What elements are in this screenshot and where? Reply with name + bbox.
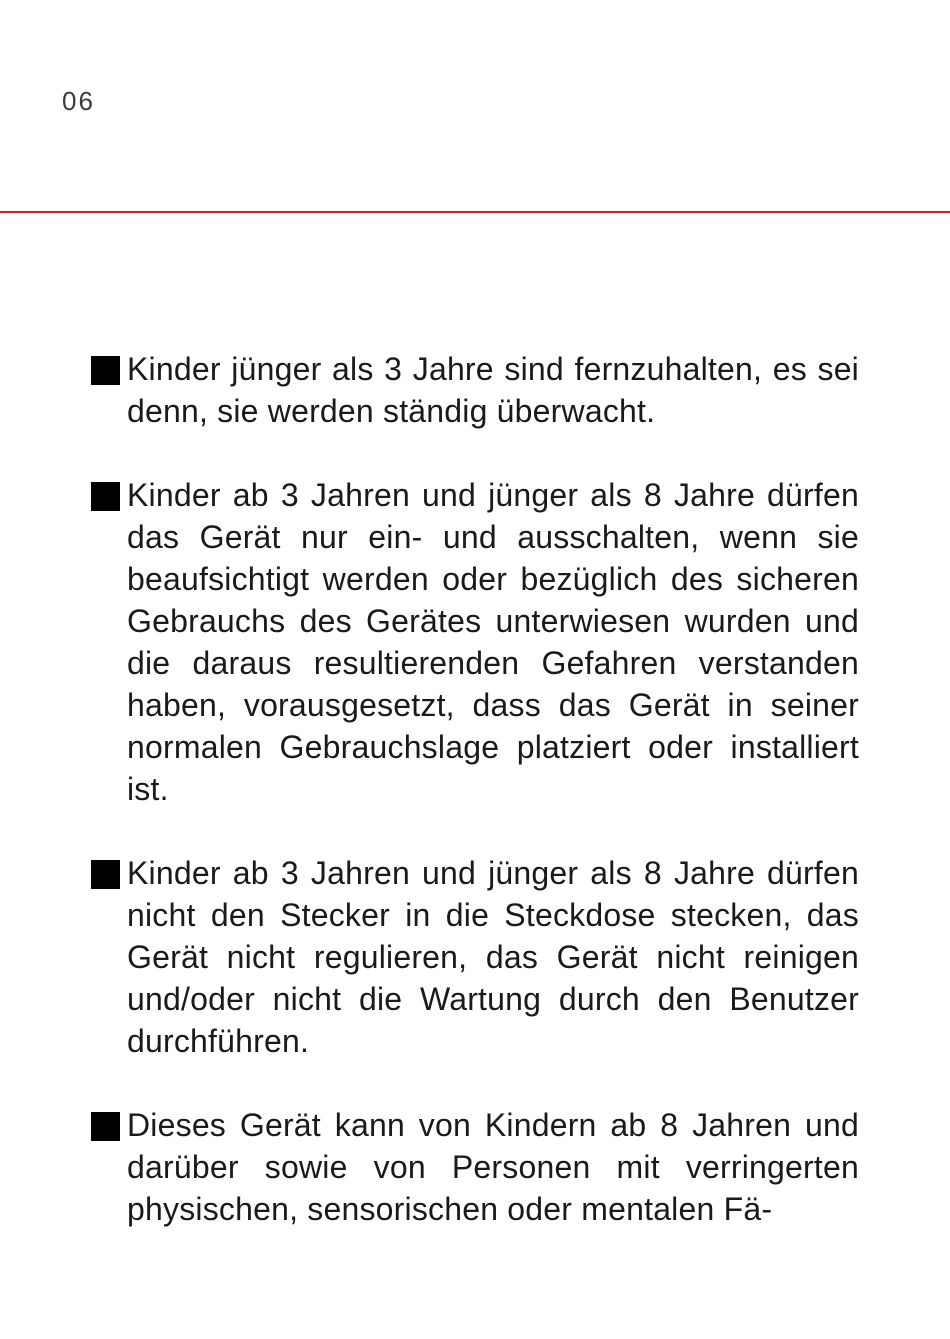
list-item-text: Kinder jünger als 3 Jahre sind fernzuhalten, es sei denn, sie werden ständig überwacht. — [127, 351, 859, 429]
square-bullet-icon — [91, 356, 120, 385]
square-bullet-icon — [91, 482, 120, 511]
list-item-text: Kinder ab 3 Jahren und jünger als 8 Jahre dürfen das Gerät nur ein- und ausschalten, wenn sie beaufsichtigt werden oder bezüglich des sicheren Gebrauchs des Gerätes unterwiesen wurden und die daraus resultierenden Gefahren verstanden haben, vorausgesetzt, dass das Gerät in seiner normalen Gebrauchslage platziert oder installiert ist. — [127, 477, 859, 807]
list-item — [91, 348, 859, 432]
list-item — [91, 852, 859, 1062]
header-divider — [0, 211, 950, 213]
list-item — [91, 474, 859, 810]
list-item-text: Dieses Gerät kann von Kindern ab 8 Jahren und darüber sowie von Personen mit verringerten physischen, sensorischen oder mentalen Fä- — [127, 1107, 859, 1227]
list-item — [91, 1104, 859, 1230]
page-number: 06 — [62, 86, 95, 116]
list-item-text: Kinder ab 3 Jahren und jünger als 8 Jahre dürfen nicht den Stecker in die Steckdose stecken, das Gerät nicht regulieren, das Gerät nicht reinigen und/oder nicht die Wartung durch den Benutzer durchführen. — [127, 855, 859, 1059]
square-bullet-icon — [91, 1112, 120, 1141]
square-bullet-icon — [91, 860, 120, 889]
safety-instructions-list — [91, 348, 859, 1272]
